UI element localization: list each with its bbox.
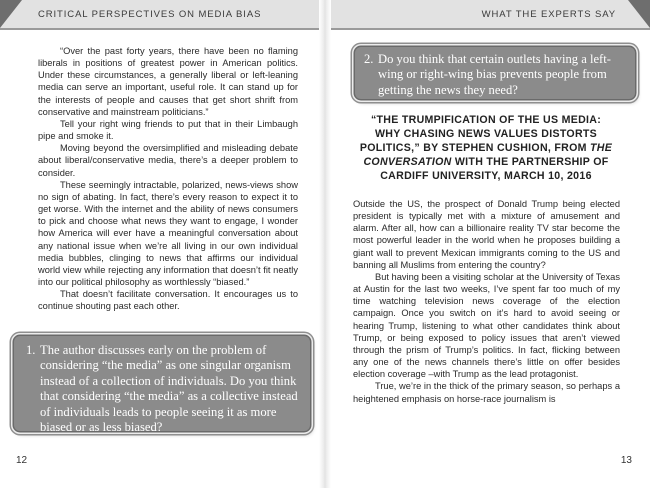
right-page (325, 0, 650, 488)
left-paragraph: Moving beyond the oversimplified and misleading debate about liberal/conservative media, there’s a deeper problem to consider. (38, 143, 298, 178)
book-gutter (319, 0, 331, 488)
left-running-head: CRITICAL PERSPECTIVES ON MEDIA BIAS (38, 9, 262, 20)
right-body-text (353, 198, 620, 405)
question-box-1 (14, 336, 310, 435)
question-text: Do you think that certain outlets having a left-wing or right-wing bias prevents people from getting the news they need? (378, 52, 611, 97)
question-number: 1. (26, 343, 36, 357)
left-body-text (38, 45, 298, 312)
article-title (357, 113, 615, 183)
left-paragraph: That doesn’t facilitate conversation. It encourages us to continue shouting past each other. (38, 289, 298, 312)
question-number: 2. (364, 52, 374, 66)
left-paragraph: “Over the past forty years, there have been no flaming liberals in positions of greatest power in American politics. Under these circumstances, a generally liberal or left-leaning media can serve an important, useful role. It can stand up for the interests of people and causes that get short shrift from conservative and mainstream politicians.” (38, 46, 298, 117)
right-corner-tab (628, 0, 650, 28)
right-running-head: WHAT THE EXPERTS SAY (481, 9, 616, 20)
left-paragraph: Tell your right wing friends to put that in their Limbaugh pipe and smoke it. (38, 118, 298, 142)
left-page-number: 12 (16, 455, 28, 466)
right-paragraph: Outside the US, the prospect of Donald Trump being elected president is typically met with a mixture of amusement and alarm. After all, how can a billionaire reality TV star become the most powerful leader in the world when he proposes building a giant wall to prevent Mexican immigrants coming to the US and banning all Muslims from entering the country? (353, 199, 620, 270)
article-title-tail: WITH THE PARTNERSHIP OF CARDIFF UNIVERSITY, MARCH 10, 2016 (380, 156, 609, 183)
article-title-main: “THE TRUMPIFICATION OF THE US MEDIA: WHY CHASING NEWS VALUES DISTORTS POLITICS,” BY STEPHEN CUSHION, FROM (359, 114, 602, 155)
right-paragraph: True, we’re in the thick of the primary season, so perhaps a heightened emphasis on horse-race journalism is (353, 381, 620, 404)
left-paragraph: These seemingly intractable, polarized, news-views show no sign of abating. In fact, there’s every reason to expect it to get worse. With the internet and the ability of news consumers to pick and choose what news they want to engage, I wonder how America will ever have a meaningful conversation about any national issue when we’re all living in our own individual media bubbles, clinging to news that affirms our individual world view while rejecting any information that doesn’t fit neatly into our political philosophy as worthlessly “biased.” (38, 179, 298, 287)
right-page-number: 13 (620, 455, 632, 466)
question-box-2 (355, 47, 635, 99)
right-paragraph: But having been a visiting scholar at the University of Texas at Austin for the last two weeks, I’ve spent far too much of my time watching television news coverage of the election campaign. Once you switch on it’s hard to avoid seeing or hearing Trump, listening to what other candidates think about Trump, or being exposed to policy issues that aren’t viewed through the prism of Trump’s politics. In fact, flicking between any one of the news channels there’s little on offer besides election coverage –with Trump as the lead protagonist. (353, 271, 620, 380)
left-corner-tab (0, 0, 22, 28)
question-text: The author discusses early on the problem of considering “the media” as one singular organism instead of a collection of individuals. Do you think that considering “the media” as a collective instead of individuals leads to people seeing it as more biased or as less biased? (40, 343, 298, 435)
article-title-publication: THE CONVERSATION (363, 142, 613, 169)
